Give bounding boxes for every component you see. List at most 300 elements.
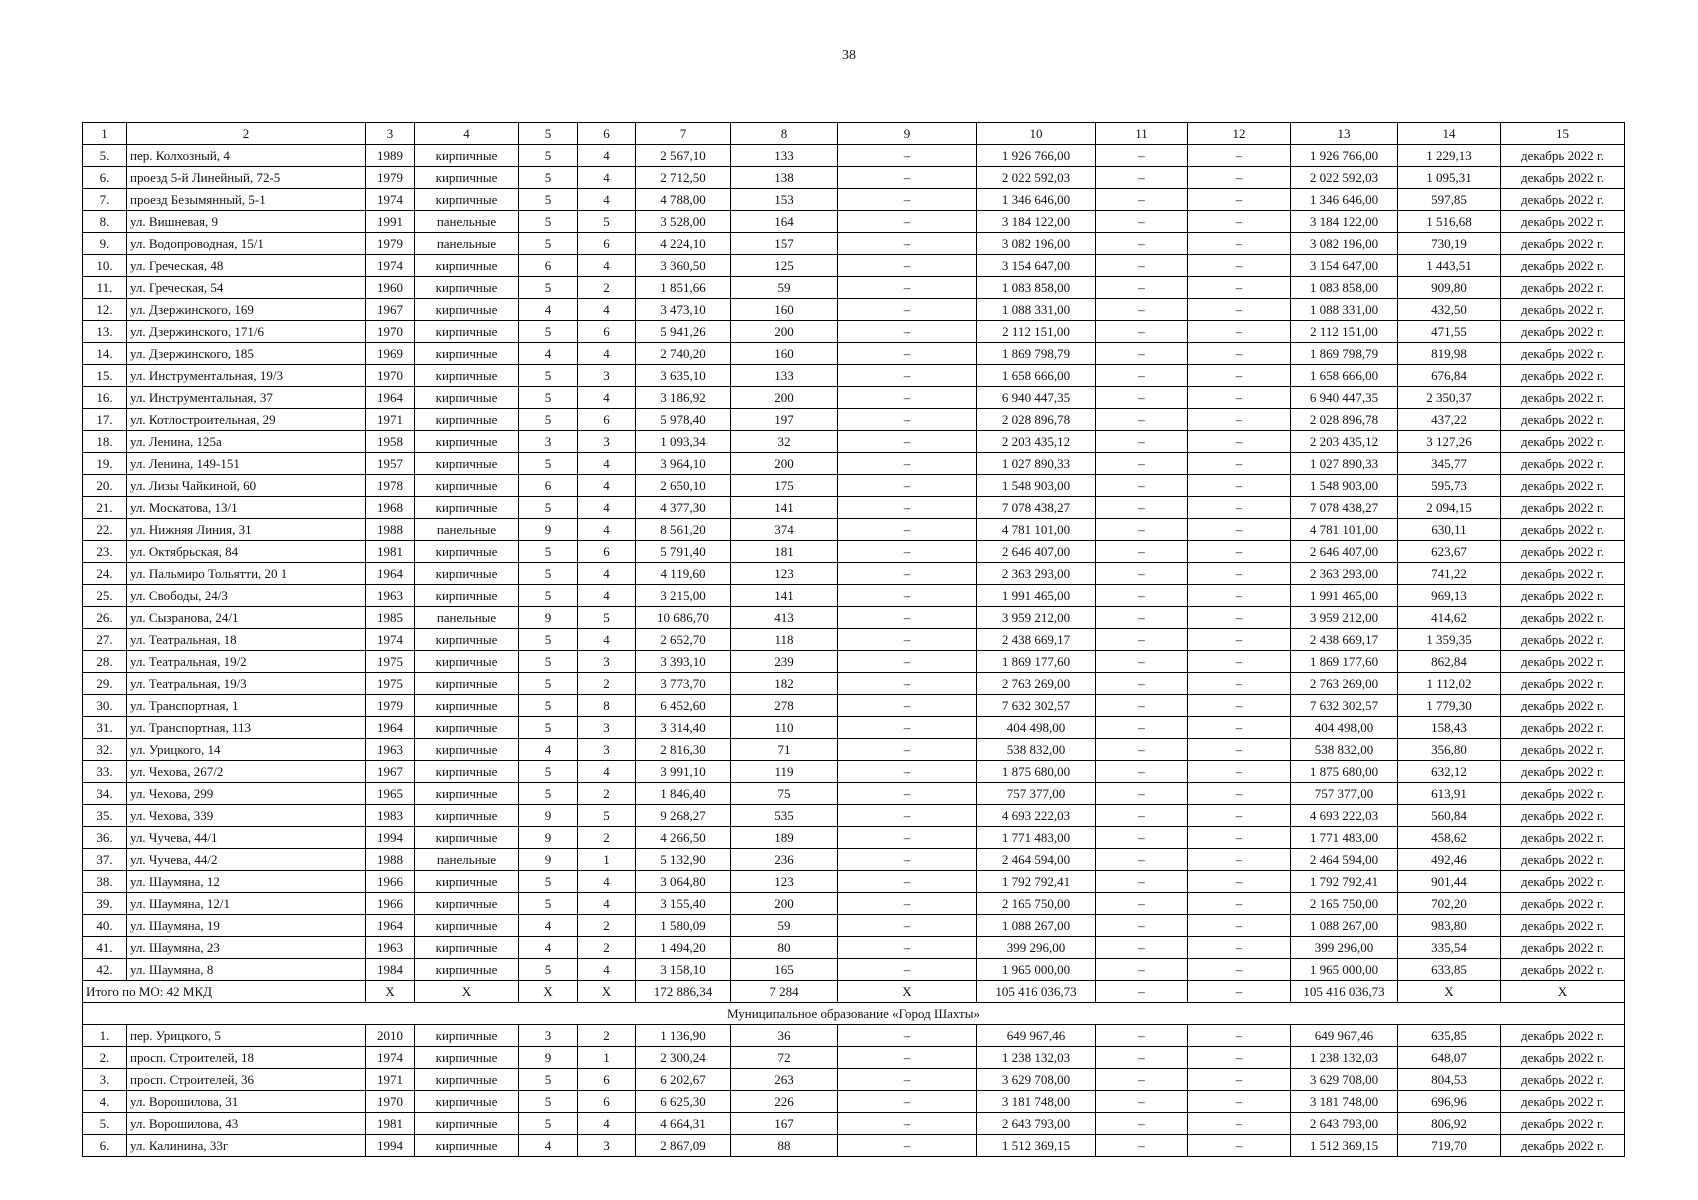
column-number-header: 5 [519, 123, 578, 145]
cell-col-14: 2 350,37 [1398, 387, 1501, 409]
cell-col-1: 6. [83, 1135, 127, 1157]
column-number-header: 6 [578, 123, 636, 145]
table-row [83, 849, 1625, 871]
housing-table [82, 122, 1625, 1157]
cell-col-7: 1 846,40 [636, 783, 731, 805]
cell-col-7: 1 093,34 [636, 431, 731, 453]
cell-col-4: кирпичные [415, 1113, 519, 1135]
cell-col-12: – [1188, 167, 1291, 189]
cell-col-6: 3 [578, 365, 636, 387]
table-row [83, 453, 1625, 475]
cell-col-2: ул. Нижняя Линия, 31 [127, 519, 366, 541]
table-row [83, 871, 1625, 893]
cell-col-6: 4 [578, 519, 636, 541]
cell-col-3: 1964 [366, 563, 415, 585]
cell-col-15: декабрь 2022 г. [1501, 739, 1625, 761]
cell-col-1: 34. [83, 783, 127, 805]
cell-col-4: кирпичные [415, 695, 519, 717]
cell-col-6: 5 [578, 607, 636, 629]
cell-col-9: – [838, 651, 977, 673]
cell-col-3: 1960 [366, 277, 415, 299]
cell-col-15: декабрь 2022 г. [1501, 1091, 1625, 1113]
cell-col-1: 25. [83, 585, 127, 607]
table-row [83, 739, 1625, 761]
cell-col-8: 181 [731, 541, 838, 563]
cell-col-12: – [1188, 849, 1291, 871]
cell-col-6: 2 [578, 783, 636, 805]
cell-col-6: 4 [578, 475, 636, 497]
cell-col-9: – [838, 211, 977, 233]
cell-col-12: – [1188, 915, 1291, 937]
cell-col-8: 75 [731, 783, 838, 805]
cell-col-8: 278 [731, 695, 838, 717]
total-cell-col-4: X [415, 981, 519, 1003]
cell-col-8: 72 [731, 1047, 838, 1069]
cell-col-13: 3 154 647,00 [1291, 255, 1398, 277]
cell-col-1: 4. [83, 1091, 127, 1113]
cell-col-9: – [838, 1069, 977, 1091]
cell-col-2: ул. Шаумяна, 12/1 [127, 893, 366, 915]
cell-col-1: 40. [83, 915, 127, 937]
cell-col-6: 3 [578, 739, 636, 761]
cell-col-10: 7 078 438,27 [977, 497, 1096, 519]
cell-col-5: 5 [519, 959, 578, 981]
cell-col-6: 6 [578, 409, 636, 431]
column-number-header: 14 [1398, 123, 1501, 145]
cell-col-15: декабрь 2022 г. [1501, 387, 1625, 409]
cell-col-10: 1 771 483,00 [977, 827, 1096, 849]
cell-col-5: 5 [519, 541, 578, 563]
cell-col-12: – [1188, 1069, 1291, 1091]
cell-col-13: 2 646 407,00 [1291, 541, 1398, 563]
cell-col-6: 8 [578, 695, 636, 717]
cell-col-13: 1 658 666,00 [1291, 365, 1398, 387]
cell-col-14: 741,22 [1398, 563, 1501, 585]
cell-col-8: 80 [731, 937, 838, 959]
cell-col-6: 2 [578, 915, 636, 937]
cell-col-11: – [1096, 871, 1188, 893]
cell-col-15: декабрь 2022 г. [1501, 585, 1625, 607]
cell-col-11: – [1096, 321, 1188, 343]
cell-col-7: 4 664,31 [636, 1113, 731, 1135]
table-row [83, 607, 1625, 629]
cell-col-15: декабрь 2022 г. [1501, 673, 1625, 695]
cell-col-2: ул. Котлостроительная, 29 [127, 409, 366, 431]
cell-col-11: – [1096, 453, 1188, 475]
cell-col-13: 1 238 132,03 [1291, 1047, 1398, 1069]
cell-col-1: 10. [83, 255, 127, 277]
cell-col-4: панельные [415, 607, 519, 629]
column-number-header: 2 [127, 123, 366, 145]
cell-col-5: 5 [519, 717, 578, 739]
cell-col-8: 200 [731, 453, 838, 475]
cell-col-2: пер. Урицкого, 5 [127, 1025, 366, 1047]
cell-col-2: ул. Калинина, 33г [127, 1135, 366, 1157]
cell-col-10: 2 165 750,00 [977, 893, 1096, 915]
cell-col-9: – [838, 387, 977, 409]
cell-col-2: ул. Дзержинского, 169 [127, 299, 366, 321]
table-row [83, 915, 1625, 937]
cell-col-12: – [1188, 475, 1291, 497]
cell-col-6: 4 [578, 387, 636, 409]
column-number-header: 9 [838, 123, 977, 145]
cell-col-10: 1 792 792,41 [977, 871, 1096, 893]
cell-col-15: декабрь 2022 г. [1501, 805, 1625, 827]
cell-col-3: 1975 [366, 651, 415, 673]
cell-col-8: 175 [731, 475, 838, 497]
cell-col-8: 167 [731, 1113, 838, 1135]
cell-col-12: – [1188, 365, 1291, 387]
cell-col-9: – [838, 277, 977, 299]
cell-col-1: 20. [83, 475, 127, 497]
cell-col-1: 2. [83, 1047, 127, 1069]
cell-col-10: 1 238 132,03 [977, 1047, 1096, 1069]
cell-col-12: – [1188, 585, 1291, 607]
cell-col-8: 200 [731, 893, 838, 915]
cell-col-12: – [1188, 189, 1291, 211]
cell-col-15: декабрь 2022 г. [1501, 651, 1625, 673]
cell-col-10: 6 940 447,35 [977, 387, 1096, 409]
cell-col-13: 404 498,00 [1291, 717, 1398, 739]
cell-col-1: 30. [83, 695, 127, 717]
cell-col-9: – [838, 849, 977, 871]
cell-col-2: ул. Транспортная, 1 [127, 695, 366, 717]
total-cell-col-15: X [1501, 981, 1625, 1003]
cell-col-15: декабрь 2022 г. [1501, 1069, 1625, 1091]
cell-col-13: 1 869 798,79 [1291, 343, 1398, 365]
cell-col-3: 1975 [366, 673, 415, 695]
cell-col-12: – [1188, 497, 1291, 519]
cell-col-12: – [1188, 277, 1291, 299]
table-row [83, 1113, 1625, 1135]
cell-col-5: 5 [519, 387, 578, 409]
cell-col-4: кирпичные [415, 871, 519, 893]
cell-col-1: 42. [83, 959, 127, 981]
cell-col-7: 2 816,30 [636, 739, 731, 761]
cell-col-1: 28. [83, 651, 127, 673]
cell-col-12: – [1188, 387, 1291, 409]
cell-col-2: ул. Инструментальная, 37 [127, 387, 366, 409]
cell-col-3: 1981 [366, 541, 415, 563]
total-cell-col-5: X [519, 981, 578, 1003]
cell-col-4: кирпичные [415, 453, 519, 475]
cell-col-2: ул. Театральная, 19/2 [127, 651, 366, 673]
cell-col-3: 1981 [366, 1113, 415, 1135]
cell-col-1: 22. [83, 519, 127, 541]
cell-col-9: – [838, 299, 977, 321]
cell-col-15: декабрь 2022 г. [1501, 453, 1625, 475]
cell-col-1: 6. [83, 167, 127, 189]
table-row [83, 541, 1625, 563]
cell-col-10: 1 083 858,00 [977, 277, 1096, 299]
cell-col-11: – [1096, 255, 1188, 277]
cell-col-3: 1965 [366, 783, 415, 805]
cell-col-13: 1 875 680,00 [1291, 761, 1398, 783]
total-cell-col-9: X [838, 981, 977, 1003]
cell-col-5: 4 [519, 1135, 578, 1157]
cell-col-9: – [838, 629, 977, 651]
cell-col-6: 5 [578, 805, 636, 827]
cell-col-2: ул. Октябрьская, 84 [127, 541, 366, 563]
cell-col-3: 1967 [366, 761, 415, 783]
cell-col-9: – [838, 1047, 977, 1069]
cell-col-10: 1 088 267,00 [977, 915, 1096, 937]
cell-col-4: кирпичные [415, 431, 519, 453]
cell-col-8: 36 [731, 1025, 838, 1047]
cell-col-7: 3 360,50 [636, 255, 731, 277]
cell-col-13: 3 184 122,00 [1291, 211, 1398, 233]
cell-col-14: 471,55 [1398, 321, 1501, 343]
cell-col-9: – [838, 805, 977, 827]
cell-col-4: кирпичные [415, 739, 519, 761]
cell-col-6: 2 [578, 827, 636, 849]
cell-col-2: ул. Ворошилова, 43 [127, 1113, 366, 1135]
cell-col-1: 11. [83, 277, 127, 299]
cell-col-6: 6 [578, 1069, 636, 1091]
cell-col-7: 4 377,30 [636, 497, 731, 519]
cell-col-3: 1957 [366, 453, 415, 475]
cell-col-10: 2 646 407,00 [977, 541, 1096, 563]
cell-col-9: – [838, 673, 977, 695]
cell-col-10: 2 028 896,78 [977, 409, 1096, 431]
cell-col-12: – [1188, 255, 1291, 277]
cell-col-2: проезд 5-й Линейный, 72-5 [127, 167, 366, 189]
cell-col-10: 1 926 766,00 [977, 145, 1096, 167]
table-row [83, 959, 1625, 981]
total-cell-col-6: X [578, 981, 636, 1003]
cell-col-2: просп. Строителей, 18 [127, 1047, 366, 1069]
cell-col-10: 2 363 293,00 [977, 563, 1096, 585]
cell-col-7: 2 867,09 [636, 1135, 731, 1157]
cell-col-11: – [1096, 563, 1188, 585]
cell-col-4: кирпичные [415, 915, 519, 937]
cell-col-7: 3 773,70 [636, 673, 731, 695]
cell-col-10: 3 154 647,00 [977, 255, 1096, 277]
cell-col-7: 4 266,50 [636, 827, 731, 849]
cell-col-2: ул. Чучева, 44/2 [127, 849, 366, 871]
cell-col-4: кирпичные [415, 651, 519, 673]
cell-col-15: декабрь 2022 г. [1501, 915, 1625, 937]
cell-col-2: ул. Инструментальная, 19/3 [127, 365, 366, 387]
cell-col-1: 5. [83, 145, 127, 167]
cell-col-1: 26. [83, 607, 127, 629]
cell-col-6: 4 [578, 453, 636, 475]
cell-col-15: декабрь 2022 г. [1501, 959, 1625, 981]
cell-col-4: кирпичные [415, 1047, 519, 1069]
cell-col-15: декабрь 2022 г. [1501, 277, 1625, 299]
cell-col-7: 3 964,10 [636, 453, 731, 475]
cell-col-12: – [1188, 783, 1291, 805]
cell-col-14: 633,85 [1398, 959, 1501, 981]
cell-col-11: – [1096, 277, 1188, 299]
cell-col-3: 1968 [366, 497, 415, 519]
cell-col-4: панельные [415, 519, 519, 541]
cell-col-15: декабрь 2022 г. [1501, 1135, 1625, 1157]
cell-col-6: 4 [578, 893, 636, 915]
cell-col-3: 1979 [366, 167, 415, 189]
cell-col-4: панельные [415, 849, 519, 871]
cell-col-3: 1970 [366, 321, 415, 343]
cell-col-12: – [1188, 761, 1291, 783]
table-row [83, 673, 1625, 695]
cell-col-13: 1 965 000,00 [1291, 959, 1398, 981]
cell-col-11: – [1096, 145, 1188, 167]
cell-col-8: 164 [731, 211, 838, 233]
cell-col-2: ул. Шаумяна, 8 [127, 959, 366, 981]
table-row [83, 299, 1625, 321]
cell-col-5: 9 [519, 849, 578, 871]
cell-col-9: – [838, 1025, 977, 1047]
cell-col-12: – [1188, 1047, 1291, 1069]
cell-col-15: декабрь 2022 г. [1501, 629, 1625, 651]
cell-col-12: – [1188, 409, 1291, 431]
cell-col-5: 5 [519, 1091, 578, 1113]
cell-col-2: пер. Колхозный, 4 [127, 145, 366, 167]
column-number-header: 10 [977, 123, 1096, 145]
cell-col-10: 4 693 222,03 [977, 805, 1096, 827]
cell-col-13: 3 629 708,00 [1291, 1069, 1398, 1091]
cell-col-8: 125 [731, 255, 838, 277]
cell-col-7: 4 788,00 [636, 189, 731, 211]
cell-col-5: 5 [519, 321, 578, 343]
cell-col-7: 3 635,10 [636, 365, 731, 387]
cell-col-6: 4 [578, 1113, 636, 1135]
cell-col-13: 4 693 222,03 [1291, 805, 1398, 827]
cell-col-4: кирпичные [415, 1091, 519, 1113]
cell-col-6: 4 [578, 189, 636, 211]
cell-col-5: 5 [519, 761, 578, 783]
cell-col-1: 14. [83, 343, 127, 365]
cell-col-1: 24. [83, 563, 127, 585]
cell-col-8: 160 [731, 343, 838, 365]
cell-col-7: 9 268,27 [636, 805, 731, 827]
cell-col-1: 35. [83, 805, 127, 827]
cell-col-8: 133 [731, 145, 838, 167]
cell-col-11: – [1096, 607, 1188, 629]
column-number-header: 4 [415, 123, 519, 145]
cell-col-9: – [838, 563, 977, 585]
cell-col-4: кирпичные [415, 497, 519, 519]
cell-col-14: 635,85 [1398, 1025, 1501, 1047]
cell-col-2: ул. Москатова, 13/1 [127, 497, 366, 519]
table-row [83, 629, 1625, 651]
cell-col-9: – [838, 189, 977, 211]
cell-col-2: ул. Греческая, 54 [127, 277, 366, 299]
cell-col-10: 3 184 122,00 [977, 211, 1096, 233]
cell-col-4: кирпичные [415, 255, 519, 277]
cell-col-12: – [1188, 827, 1291, 849]
cell-col-2: ул. Чехова, 339 [127, 805, 366, 827]
cell-col-3: 1989 [366, 145, 415, 167]
cell-col-10: 399 296,00 [977, 937, 1096, 959]
cell-col-13: 1 792 792,41 [1291, 871, 1398, 893]
cell-col-5: 5 [519, 211, 578, 233]
cell-col-15: декабрь 2022 г. [1501, 519, 1625, 541]
cell-col-5: 9 [519, 1047, 578, 1069]
cell-col-8: 239 [731, 651, 838, 673]
cell-col-1: 8. [83, 211, 127, 233]
cell-col-13: 757 377,00 [1291, 783, 1398, 805]
cell-col-7: 2 652,70 [636, 629, 731, 651]
table-row [83, 805, 1625, 827]
cell-col-5: 3 [519, 1025, 578, 1047]
cell-col-4: кирпичные [415, 299, 519, 321]
cell-col-11: – [1096, 915, 1188, 937]
cell-col-1: 41. [83, 937, 127, 959]
cell-col-12: – [1188, 651, 1291, 673]
cell-col-9: – [838, 233, 977, 255]
cell-col-11: – [1096, 959, 1188, 981]
cell-col-9: – [838, 1113, 977, 1135]
table-row [83, 651, 1625, 673]
cell-col-8: 59 [731, 277, 838, 299]
cell-col-4: кирпичные [415, 1135, 519, 1157]
cell-col-4: кирпичные [415, 409, 519, 431]
total-cell-col-10: 105 416 036,73 [977, 981, 1096, 1003]
cell-col-1: 3. [83, 1069, 127, 1091]
cell-col-9: – [838, 695, 977, 717]
cell-col-5: 5 [519, 145, 578, 167]
cell-col-13: 1 548 903,00 [1291, 475, 1398, 497]
cell-col-1: 7. [83, 189, 127, 211]
table-row [83, 827, 1625, 849]
cell-col-6: 4 [578, 563, 636, 585]
cell-col-8: 157 [731, 233, 838, 255]
cell-col-11: – [1096, 585, 1188, 607]
cell-col-9: – [838, 739, 977, 761]
cell-col-1: 15. [83, 365, 127, 387]
cell-col-12: – [1188, 541, 1291, 563]
cell-col-5: 5 [519, 365, 578, 387]
cell-col-6: 3 [578, 431, 636, 453]
cell-col-11: – [1096, 1069, 1188, 1091]
cell-col-15: декабрь 2022 г. [1501, 497, 1625, 519]
cell-col-7: 5 791,40 [636, 541, 731, 563]
cell-col-5: 9 [519, 519, 578, 541]
table-row [83, 1047, 1625, 1069]
cell-col-11: – [1096, 519, 1188, 541]
cell-col-6: 2 [578, 277, 636, 299]
cell-col-9: – [838, 321, 977, 343]
cell-col-1: 5. [83, 1113, 127, 1135]
cell-col-5: 5 [519, 629, 578, 651]
cell-col-4: кирпичные [415, 1069, 519, 1091]
cell-col-4: кирпичные [415, 167, 519, 189]
cell-col-11: – [1096, 167, 1188, 189]
cell-col-5: 5 [519, 453, 578, 475]
cell-col-15: декабрь 2022 г. [1501, 233, 1625, 255]
cell-col-2: ул. Свободы, 24/3 [127, 585, 366, 607]
cell-col-10: 2 203 435,12 [977, 431, 1096, 453]
cell-col-9: – [838, 167, 977, 189]
cell-col-1: 31. [83, 717, 127, 739]
cell-col-13: 2 022 592,03 [1291, 167, 1398, 189]
cell-col-3: 1971 [366, 1069, 415, 1091]
cell-col-15: декабрь 2022 г. [1501, 695, 1625, 717]
cell-col-6: 4 [578, 299, 636, 321]
cell-col-5: 5 [519, 893, 578, 915]
table-row [83, 783, 1625, 805]
cell-col-5: 5 [519, 673, 578, 695]
cell-col-8: 141 [731, 585, 838, 607]
cell-col-6: 4 [578, 959, 636, 981]
cell-col-11: – [1096, 475, 1188, 497]
cell-col-11: – [1096, 695, 1188, 717]
table-row [83, 277, 1625, 299]
cell-col-13: 2 165 750,00 [1291, 893, 1398, 915]
cell-col-8: 226 [731, 1091, 838, 1113]
cell-col-14: 414,62 [1398, 607, 1501, 629]
